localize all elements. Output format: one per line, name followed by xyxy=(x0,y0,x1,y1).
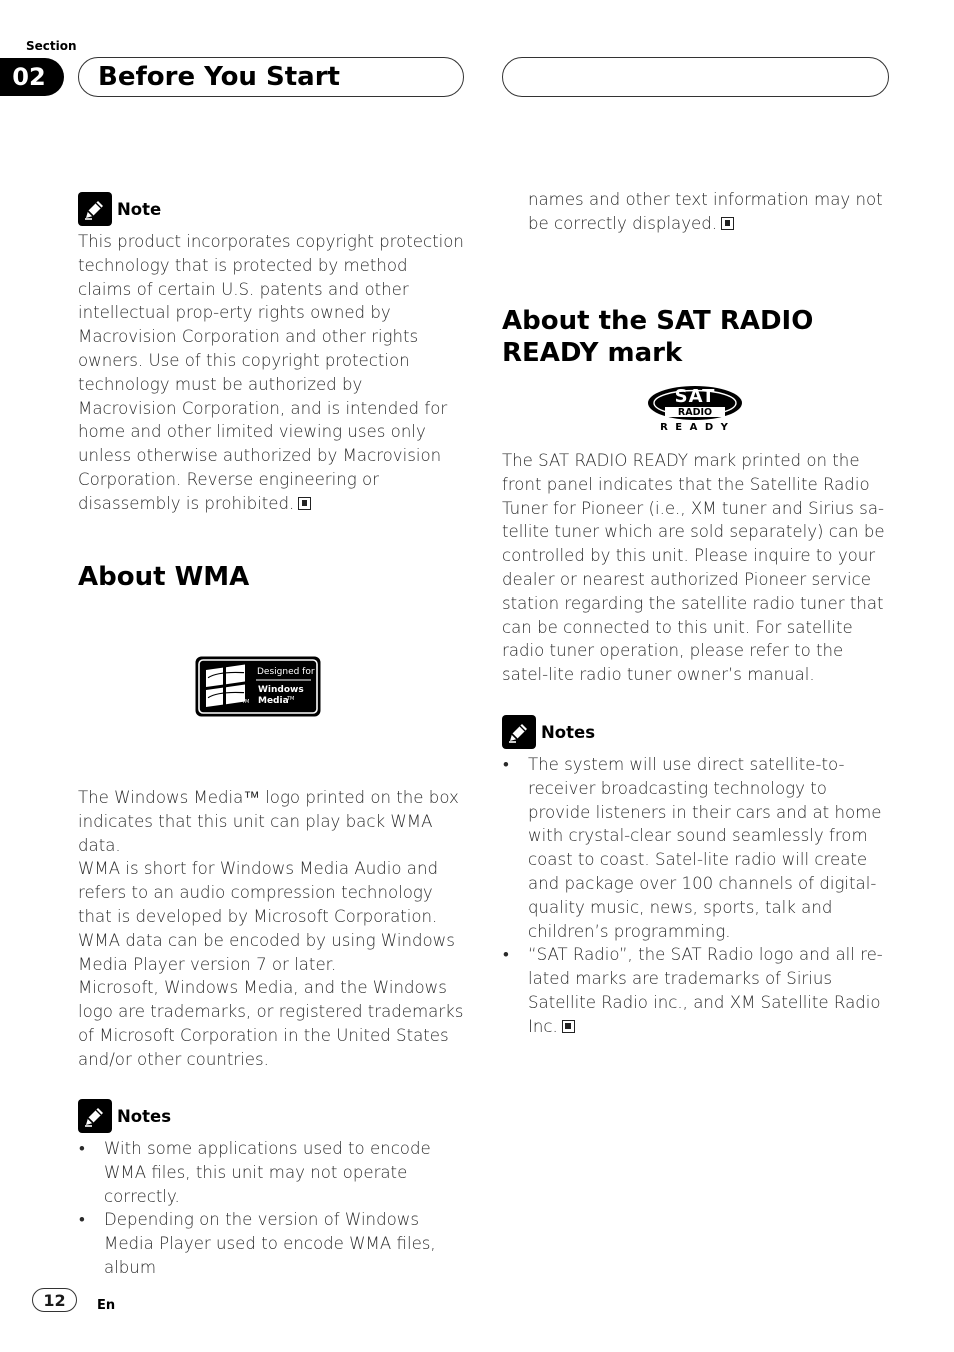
page-title-text: Before You Start xyxy=(98,62,340,92)
section-label: Section xyxy=(26,39,77,53)
list-item-text: “SAT Radio”, the SAT Radio logo and all re-lated marks are trademarks of Sirius Satellite Radio inc., and XM Satellite Radio Inc. xyxy=(528,945,883,1036)
page-title xyxy=(78,57,464,97)
end-mark-icon xyxy=(721,217,734,230)
sat-notes xyxy=(502,715,890,1039)
continued-note xyxy=(528,188,890,236)
logo-media: Media xyxy=(258,696,289,706)
logo-media-tm: TM xyxy=(287,696,295,702)
windows-media-logo xyxy=(195,656,321,717)
wma-notes xyxy=(78,1099,466,1280)
sat-heading: About the SAT RADIO READY mark xyxy=(502,306,814,368)
wma-paragraph: The Windows Media™ logo printed on the box indicates that this unit can play back WMA data. xyxy=(78,788,459,855)
logo-windows: Windows xyxy=(258,685,304,695)
list-item: • With some applications used to encode WMA files, this unit may not operate correctly. xyxy=(78,1137,466,1208)
note-title: Note xyxy=(117,199,162,219)
note-header xyxy=(78,192,466,226)
note-body-text: This product incorporates copyright protection technology that is protected by method claims of certain U.S. patents and other intellectual prop-erty rights owned by Macrovision Corporation and other rights owners. Use of this copyright protection technology must be authorized by Macrovision Corporation, and is intended for home and other limited viewing uses only unless otherwise authorized by Macrovision Corporation. Reverse engineering or disassembly is prohibited. xyxy=(78,232,464,513)
list-item xyxy=(502,943,890,1038)
note-pencil-icon xyxy=(78,1099,112,1133)
wma-heading: About WMA xyxy=(78,562,250,592)
end-mark-icon xyxy=(298,497,311,510)
logo-flag-tm: TM xyxy=(242,699,250,705)
end-mark-icon xyxy=(562,1020,575,1033)
language-label: En xyxy=(97,1298,116,1313)
note-pencil-icon xyxy=(78,192,112,226)
sat-radio-ready-logo xyxy=(645,385,745,435)
section-number: 02 xyxy=(0,58,64,96)
header-empty-pill xyxy=(502,57,889,97)
logo-designed-for: Designed for xyxy=(257,667,315,677)
page-number xyxy=(32,1288,77,1312)
copyright-note xyxy=(78,192,466,516)
logo-sat-text: SAT xyxy=(674,386,716,407)
logo-radio-text: RADIO xyxy=(677,407,713,418)
notes-header xyxy=(78,1099,466,1133)
list-item: • Depending on the version of Windows Media Player used to encode WMA files, album xyxy=(78,1208,466,1279)
sat-body: The SAT RADIO READY mark printed on the front panel indicates that the Satellite Radio Tuner for Pioneer (i.e., XM tuner and Sirius sa-tellite tuner which are sold separately) can be controlled by this unit. Please inquire to your dealer or nearest authorized Pioneer service station regarding the satellite radio tuner that can be connected to this unit. For satellite radio tuner operation, please refer to the satel-lite radio tuner owner’s manual. xyxy=(502,451,885,685)
wma-paragraph: Microsoft, Windows Media, and the Windows logo are trademarks, or registered trademarks of Microsoft Corporation in the United States and/or other countries. xyxy=(78,978,464,1069)
sat-description xyxy=(502,449,890,687)
logo-ready-text: R E A D Y xyxy=(660,422,730,433)
notes-header xyxy=(502,715,890,749)
wma-description xyxy=(78,786,466,1072)
notes-list xyxy=(78,1137,466,1280)
list-item: • The system will use direct satellite-to-receiver broadcasting technology to provide listeners in their cars and at home with crystal-clear sound seamlessly from coast to coast. Satel-lite radio will create and package over 100 channels of digital-quality music, news, sports, talk and children’s programming. xyxy=(502,753,890,943)
note-body xyxy=(78,230,466,516)
wma-paragraph: WMA is short for Windows Media Audio and refers to an audio compression technology that is developed by Microsoft Corporation. WMA data can be encoded by using Windows Media Player version 7 or later. xyxy=(78,859,455,974)
notes-title: Notes xyxy=(117,1106,172,1126)
notes-title: Notes xyxy=(541,722,596,742)
page-number-text: 12 xyxy=(43,1290,66,1310)
notes-list xyxy=(502,753,890,1039)
note-pencil-icon xyxy=(502,715,536,749)
continued-text: names and other text information may not be correctly displayed. xyxy=(528,190,883,233)
